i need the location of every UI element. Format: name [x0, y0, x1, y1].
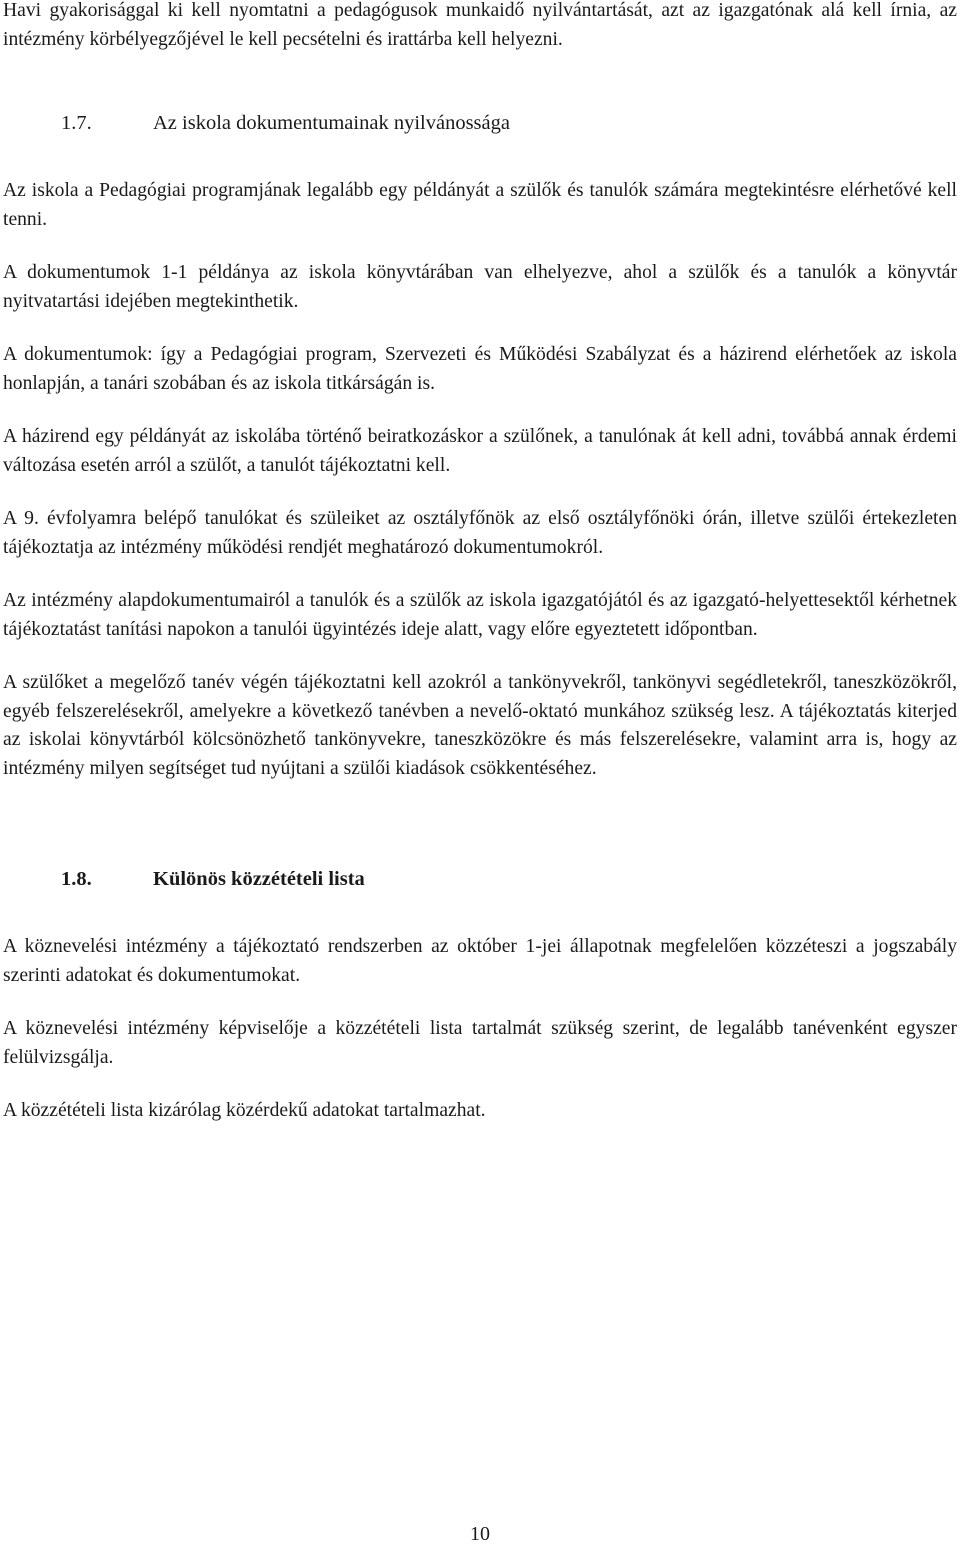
section-title: Különös közzétételi lista — [153, 868, 365, 890]
paragraph: A házirend egy példányát az iskolába történő beiratkozáskor a szülőnek, a tanulónak át kell adni, továbbá annak érdemi változása esetén arról a szülőt, a tanulót tájékoztatni kell. — [3, 426, 957, 476]
document-page — [3, 0, 957, 1126]
paragraph: A dokumentumok 1-1 példánya az iskola könyvtárában van elhelyezve, ahol a szülők és a tanulók a könyvtár nyitvatartási idejében megtekinthetik. — [3, 262, 957, 312]
paragraph: Az intézmény alapdokumentumairól a tanulók és a szülők az iskola igazgatójától és az igazgató-helyettesektől kérhetnek tájékoztatást tanítási napokon a tanulói ügyintézés ideje alatt, vagy előre egyeztetett időpontban. — [3, 590, 957, 640]
paragraph: A közzétételi lista kizárólag közérdekű adatokat tartalmazhat. — [3, 1100, 486, 1121]
section-title: Az iskola dokumentumainak nyilvánossága — [153, 112, 510, 134]
section-number: 1.7. — [61, 112, 92, 134]
paragraph: A köznevelési intézmény a tájékoztató rendszerben az október 1-jei állapotnak megfelelően közzéteszi a jogszabály szerinti adatokat és dokumentumokat. — [3, 936, 957, 986]
page-number: 10 — [470, 1523, 490, 1545]
paragraph: A 9. évfolyamra belépő tanulókat és szüleiket az osztályfőnök az első osztályfőnöki órán, illetve szülői értekezleten tájékoztatja az intézmény működési rendjét meghatározó dokumentumokról. — [3, 508, 957, 558]
paragraph: A köznevelési intézmény képviselője a közzétételi lista tartalmát szükség szerint, de legalább tanévenként egyszer felülvizsgálja. — [3, 1018, 957, 1068]
paragraph: Az iskola a Pedagógiai programjának legalább egy példányát a szülők és tanulók számára megtekintésre elérhetővé kell tenni. — [3, 180, 957, 230]
paragraph: A szülőket a megelőző tanév végén tájékoztatni kell azokról a tankönyvekről, tankönyvi segédletekről, taneszközökről, egyéb felszerelésekről, amelyekre a következő tanévben a nevelő-oktató munkához szükség lesz. A tájékoztatás kiterjed az iskolai könyvtárból kölcsönözhető tankönyvekre, taneszközökre és más felszerelésekre, valamint arra is, hogy az intézmény milyen segítséget tud nyújtani a szülői kiadások csökkentéséhez. — [3, 672, 957, 779]
section-heading-1-7 — [3, 109, 957, 137]
section-heading-1-8 — [3, 865, 957, 893]
intro-paragraph: Havi gyakorisággal ki kell nyomtatni a pedagógusok munkaidő nyilvántartását, azt az igazgatónak alá kell írnia, az intézmény körbélyegzőjével le kell pecsételni és irattárba kell helyezni. — [3, 0, 957, 50]
paragraph: A dokumentumok: így a Pedagógiai program, Szervezeti és Működési Szabályzat és a házirend elérhetőek az iskola honlapján, a tanári szobában és az iskola titkárságán is. — [3, 344, 957, 394]
section-number: 1.8. — [61, 868, 92, 890]
